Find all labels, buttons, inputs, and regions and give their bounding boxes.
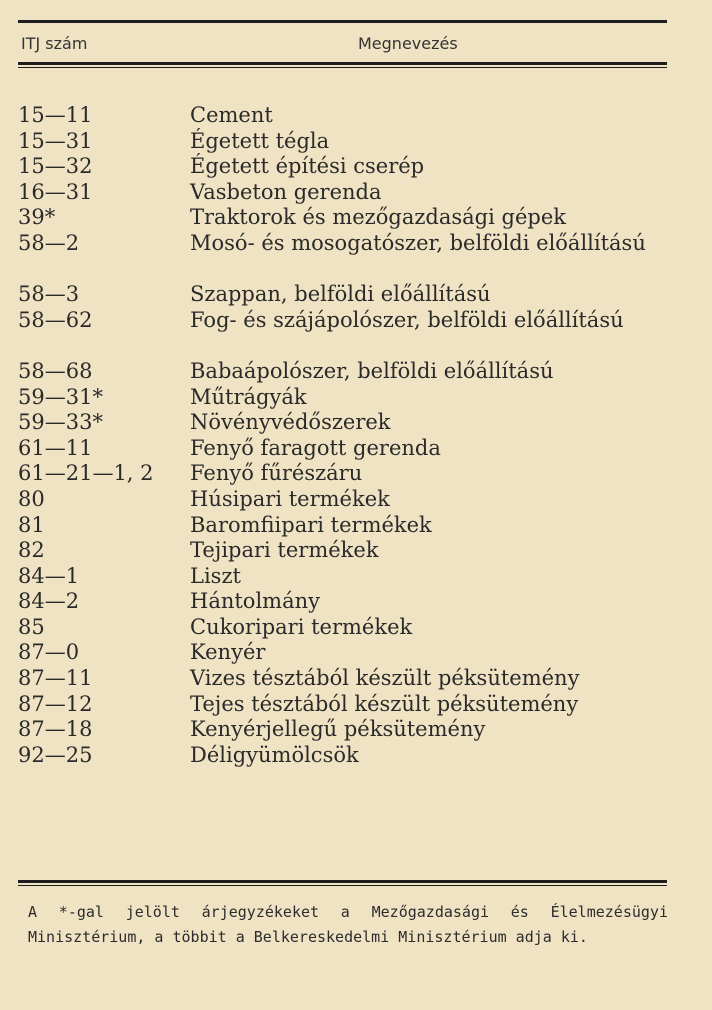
table-row [18, 487, 667, 513]
table-row [18, 205, 667, 231]
table-row [18, 129, 667, 155]
table-row [18, 180, 667, 206]
header-code: ITJ szám [21, 34, 88, 53]
row-code: 87—0 [18, 640, 80, 665]
table-row [18, 717, 667, 743]
row-name: Liszt [190, 563, 241, 588]
row-name: Tejes tésztából készült péksütemény [190, 691, 579, 716]
row-code: 59—33* [18, 410, 103, 435]
table-row [18, 410, 667, 436]
row-name: Vasbeton gerenda [190, 179, 382, 204]
row-code: 81 [18, 512, 45, 537]
table-row [18, 692, 667, 718]
row-name: Cukoripari termékek [190, 614, 413, 639]
table-row [18, 359, 667, 385]
table-row [18, 564, 667, 590]
table-row [18, 538, 667, 564]
row-name: Húsipari termékek [190, 486, 390, 511]
table-row [18, 666, 667, 692]
row-name: Babaápolószer, belföldi előállítású [190, 358, 554, 383]
table-row [18, 282, 667, 308]
row-code: 92—25 [18, 742, 93, 767]
row-name: Fenyő fűrészáru [190, 461, 363, 486]
table-row [18, 513, 667, 539]
row-code: 58—3 [18, 282, 80, 307]
table-row [18, 103, 667, 129]
row-name: Traktorok és mezőgazdasági gépek [190, 205, 566, 230]
row-code: 61—11 [18, 435, 93, 460]
row-name: Égetett tégla [190, 128, 330, 153]
table-row [18, 589, 667, 615]
top-rule [18, 20, 667, 23]
table-row [18, 615, 667, 641]
table-row [18, 743, 667, 769]
row-name: Kenyérjellegű péksütemény [190, 717, 486, 742]
row-code: 39* [18, 205, 56, 230]
row-code: 58—2 [18, 230, 80, 255]
bottom-rule [18, 880, 667, 883]
table-body [18, 103, 667, 768]
table-row [18, 461, 667, 487]
row-code: 16—31 [18, 179, 93, 204]
row-name: Növényvédőszerek [190, 410, 391, 435]
row-name: Szappan, belföldi előállítású [190, 282, 491, 307]
table-row [18, 308, 667, 359]
row-name: Égetett építési cserép [190, 154, 425, 179]
row-code: 84—1 [18, 563, 80, 588]
row-code: 15—32 [18, 154, 93, 179]
table-row [18, 231, 667, 282]
row-name: Vizes tésztából készült péksütemény [190, 666, 580, 691]
row-name: Baromfiipari termékek [190, 512, 432, 537]
row-code: 87—12 [18, 691, 93, 716]
row-name: Cement [190, 103, 273, 127]
row-code: 85 [18, 614, 45, 639]
row-name: Hántolmány [190, 589, 320, 614]
footnote: A *-gal jelölt árjegyzékeket a Mezőgazdasági és Élelmezésügyi Minisztérium, a többit a Belkereskedelmi Minisztérium adja ki. [28, 903, 668, 946]
row-name: Déligyümölcsök [190, 742, 359, 767]
row-code: 15—11 [18, 103, 93, 127]
table-row [18, 385, 667, 411]
table-row [18, 154, 667, 180]
header-rule [18, 62, 667, 65]
row-code: 80 [18, 486, 45, 511]
row-code: 59—31* [18, 384, 103, 409]
row-code: 58—68 [18, 358, 93, 383]
row-code: 87—18 [18, 717, 93, 742]
header-name: Megnevezés [358, 34, 458, 53]
row-name: Műtrágyák [190, 384, 307, 409]
table-header [18, 30, 667, 62]
row-code: 61—21—1, 2 [18, 461, 154, 486]
row-name: Fog- és szájápolószer, belföldi előállítású [190, 307, 624, 332]
table-row [18, 436, 667, 462]
row-code: 58—62 [18, 307, 93, 332]
row-name: Mosó- és mosogatószer, belföldi előállítású [190, 230, 646, 255]
row-code: 15—31 [18, 128, 93, 153]
row-name: Tejipari termékek [190, 538, 379, 563]
table-row [18, 640, 667, 666]
row-code: 87—11 [18, 666, 93, 691]
row-code: 84—2 [18, 589, 80, 614]
row-name: Kenyér [190, 640, 266, 665]
row-code: 82 [18, 538, 45, 563]
header-rule-thin [18, 67, 667, 68]
bottom-rule-thin [18, 885, 667, 886]
row-name: Fenyő faragott gerenda [190, 435, 441, 460]
